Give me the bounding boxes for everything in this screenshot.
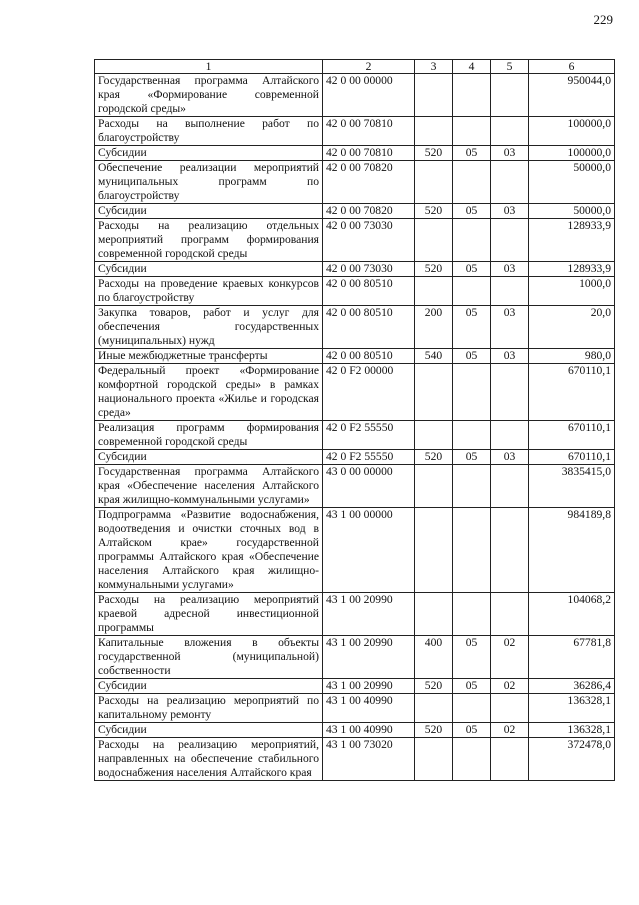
row-subsection-cell: 02 bbox=[491, 679, 529, 694]
row-section-cell bbox=[453, 161, 491, 204]
row-subsection-cell bbox=[491, 593, 529, 636]
row-amount-cell: 128933,9 bbox=[529, 262, 615, 277]
row-amount-cell: 372478,0 bbox=[529, 738, 615, 781]
row-expense-type-cell bbox=[415, 694, 453, 723]
row-amount-cell: 50000,0 bbox=[529, 204, 615, 219]
row-subsection-cell bbox=[491, 161, 529, 204]
row-section-cell: 05 bbox=[453, 679, 491, 694]
row-section-cell bbox=[453, 74, 491, 117]
row-amount-cell: 136328,1 bbox=[529, 694, 615, 723]
row-amount-cell: 1000,0 bbox=[529, 277, 615, 306]
row-section-cell bbox=[453, 219, 491, 262]
row-subsection-cell: 03 bbox=[491, 349, 529, 364]
row-expense-type-cell bbox=[415, 161, 453, 204]
column-header-vr: 3 bbox=[415, 60, 453, 74]
table-body bbox=[95, 74, 615, 781]
row-name-cell: Федеральный проект «Формирование комфортной городской среды» в рамках национального проекта «Жилье и городская среда» bbox=[95, 364, 323, 421]
row-expense-type-cell bbox=[415, 277, 453, 306]
row-subsection-cell bbox=[491, 117, 529, 146]
row-section-cell: 05 bbox=[453, 349, 491, 364]
row-subsection-cell bbox=[491, 421, 529, 450]
row-name-cell: Субсидии bbox=[95, 262, 323, 277]
row-section-cell: 05 bbox=[453, 723, 491, 738]
table-row bbox=[95, 679, 615, 694]
row-name-cell: Субсидии bbox=[95, 450, 323, 465]
row-amount-cell: 100000,0 bbox=[529, 117, 615, 146]
row-section-cell bbox=[453, 277, 491, 306]
table-row bbox=[95, 450, 615, 465]
row-section-cell bbox=[453, 364, 491, 421]
row-section-cell: 05 bbox=[453, 306, 491, 349]
row-expense-type-cell bbox=[415, 738, 453, 781]
row-amount-cell: 950044,0 bbox=[529, 74, 615, 117]
row-subsection-cell bbox=[491, 277, 529, 306]
row-amount-cell: 670110,1 bbox=[529, 450, 615, 465]
row-expense-type-cell bbox=[415, 465, 453, 508]
row-amount-cell: 3835415,0 bbox=[529, 465, 615, 508]
row-code-cell: 43 1 00 40990 bbox=[323, 694, 415, 723]
row-amount-cell: 100000,0 bbox=[529, 146, 615, 161]
row-name-cell: Иные межбюджетные трансферты bbox=[95, 349, 323, 364]
row-amount-cell: 67781,8 bbox=[529, 636, 615, 679]
row-name-cell: Расходы на реализацию мероприятий по капитальному ремонту bbox=[95, 694, 323, 723]
row-name-cell: Расходы на выполнение работ по благоустройству bbox=[95, 117, 323, 146]
row-expense-type-cell: 520 bbox=[415, 262, 453, 277]
row-subsection-cell bbox=[491, 738, 529, 781]
row-section-cell bbox=[453, 465, 491, 508]
row-amount-cell: 980,0 bbox=[529, 349, 615, 364]
row-name-cell: Государственная программа Алтайского края «Обеспечение населения Алтайского края жилищно-коммунальными услугами» bbox=[95, 465, 323, 508]
row-name-cell: Субсидии bbox=[95, 204, 323, 219]
table-row bbox=[95, 146, 615, 161]
row-section-cell: 05 bbox=[453, 636, 491, 679]
table-row bbox=[95, 306, 615, 349]
row-name-cell: Закупка товаров, работ и услуг для обеспечения государственных (муниципальных) нужд bbox=[95, 306, 323, 349]
row-expense-type-cell: 520 bbox=[415, 146, 453, 161]
row-amount-cell: 36286,4 bbox=[529, 679, 615, 694]
row-code-cell: 42 0 00 70820 bbox=[323, 204, 415, 219]
row-code-cell: 42 0 00 80510 bbox=[323, 277, 415, 306]
row-amount-cell: 670110,1 bbox=[529, 421, 615, 450]
table-row bbox=[95, 465, 615, 508]
row-code-cell: 43 1 00 20990 bbox=[323, 593, 415, 636]
row-code-cell: 42 0 00 00000 bbox=[323, 74, 415, 117]
row-name-cell: Расходы на реализацию отдельных мероприятий программ формирования современной городской среды bbox=[95, 219, 323, 262]
row-name-cell: Расходы на реализацию мероприятий, направленных на обеспечение стабильного водоснабжения населения Алтайского края bbox=[95, 738, 323, 781]
row-amount-cell: 104068,2 bbox=[529, 593, 615, 636]
row-section-cell: 05 bbox=[453, 262, 491, 277]
row-subsection-cell: 02 bbox=[491, 723, 529, 738]
row-code-cell: 42 0 00 70810 bbox=[323, 146, 415, 161]
row-expense-type-cell: 400 bbox=[415, 636, 453, 679]
row-section-cell bbox=[453, 117, 491, 146]
table-row bbox=[95, 161, 615, 204]
row-amount-cell: 984189,8 bbox=[529, 508, 615, 593]
row-code-cell: 43 0 00 00000 bbox=[323, 465, 415, 508]
row-subsection-cell: 03 bbox=[491, 450, 529, 465]
row-subsection-cell: 03 bbox=[491, 306, 529, 349]
row-code-cell: 42 0 00 70810 bbox=[323, 117, 415, 146]
row-amount-cell: 670110,1 bbox=[529, 364, 615, 421]
column-header-code: 2 bbox=[323, 60, 415, 74]
row-code-cell: 42 0 F2 00000 bbox=[323, 364, 415, 421]
row-code-cell: 42 0 00 73030 bbox=[323, 219, 415, 262]
table-row bbox=[95, 219, 615, 262]
table-row bbox=[95, 508, 615, 593]
row-expense-type-cell bbox=[415, 74, 453, 117]
row-name-cell: Субсидии bbox=[95, 723, 323, 738]
row-code-cell: 42 0 F2 55550 bbox=[323, 450, 415, 465]
table-row bbox=[95, 694, 615, 723]
row-code-cell: 42 0 00 70820 bbox=[323, 161, 415, 204]
table-row bbox=[95, 262, 615, 277]
table-row bbox=[95, 593, 615, 636]
row-name-cell: Государственная программа Алтайского края «Формирование современной городской среды» bbox=[95, 74, 323, 117]
table-row bbox=[95, 421, 615, 450]
row-expense-type-cell bbox=[415, 593, 453, 636]
row-section-cell bbox=[453, 593, 491, 636]
row-subsection-cell: 03 bbox=[491, 204, 529, 219]
row-code-cell: 42 0 00 80510 bbox=[323, 349, 415, 364]
row-code-cell: 42 0 00 73030 bbox=[323, 262, 415, 277]
header-row bbox=[95, 60, 615, 74]
table-row bbox=[95, 364, 615, 421]
row-code-cell: 42 0 F2 55550 bbox=[323, 421, 415, 450]
table-row bbox=[95, 74, 615, 117]
row-name-cell: Субсидии bbox=[95, 679, 323, 694]
row-subsection-cell bbox=[491, 74, 529, 117]
row-subsection-cell: 03 bbox=[491, 262, 529, 277]
row-code-cell: 43 1 00 40990 bbox=[323, 723, 415, 738]
column-header-amount: 6 bbox=[529, 60, 615, 74]
row-code-cell: 42 0 00 80510 bbox=[323, 306, 415, 349]
row-section-cell: 05 bbox=[453, 146, 491, 161]
row-name-cell: Реализация программ формирования современной городской среды bbox=[95, 421, 323, 450]
row-section-cell: 05 bbox=[453, 204, 491, 219]
row-expense-type-cell bbox=[415, 508, 453, 593]
table-row bbox=[95, 277, 615, 306]
row-section-cell bbox=[453, 421, 491, 450]
row-expense-type-cell bbox=[415, 219, 453, 262]
table-row bbox=[95, 349, 615, 364]
row-expense-type-cell: 520 bbox=[415, 450, 453, 465]
row-name-cell: Подпрограмма «Развитие водоснабжения, водоотведения и очистки сточных вод в Алтайском крае» государственной программы Алтайского края «Обеспечение населения Алтайского края жилищно-коммунальными услугами» bbox=[95, 508, 323, 593]
row-subsection-cell bbox=[491, 694, 529, 723]
row-code-cell: 43 1 00 00000 bbox=[323, 508, 415, 593]
row-expense-type-cell: 520 bbox=[415, 204, 453, 219]
table-header bbox=[95, 60, 615, 74]
row-section-cell bbox=[453, 738, 491, 781]
row-amount-cell: 20,0 bbox=[529, 306, 615, 349]
budget-table bbox=[94, 59, 615, 781]
column-header-name: 1 bbox=[95, 60, 323, 74]
row-name-cell: Субсидии bbox=[95, 146, 323, 161]
table-row bbox=[95, 636, 615, 679]
row-subsection-cell: 03 bbox=[491, 146, 529, 161]
row-subsection-cell bbox=[491, 219, 529, 262]
row-name-cell: Обеспечение реализации мероприятий муниципальных программ по благоустройству bbox=[95, 161, 323, 204]
row-subsection-cell bbox=[491, 465, 529, 508]
row-section-cell bbox=[453, 694, 491, 723]
table-row bbox=[95, 117, 615, 146]
row-amount-cell: 50000,0 bbox=[529, 161, 615, 204]
row-section-cell: 05 bbox=[453, 450, 491, 465]
row-code-cell: 43 1 00 73020 bbox=[323, 738, 415, 781]
row-expense-type-cell bbox=[415, 421, 453, 450]
row-name-cell: Расходы на реализацию мероприятий краевой адресной инвестиционной программы bbox=[95, 593, 323, 636]
page-number: 229 bbox=[593, 12, 613, 27]
row-amount-cell: 128933,9 bbox=[529, 219, 615, 262]
row-name-cell: Капитальные вложения в объекты государственной (муниципальной) собственности bbox=[95, 636, 323, 679]
row-expense-type-cell: 200 bbox=[415, 306, 453, 349]
row-amount-cell: 136328,1 bbox=[529, 723, 615, 738]
row-section-cell bbox=[453, 508, 491, 593]
column-header-pr: 5 bbox=[491, 60, 529, 74]
row-expense-type-cell: 520 bbox=[415, 679, 453, 694]
column-header-rz: 4 bbox=[453, 60, 491, 74]
row-code-cell: 43 1 00 20990 bbox=[323, 636, 415, 679]
row-expense-type-cell bbox=[415, 117, 453, 146]
table-row bbox=[95, 204, 615, 219]
row-expense-type-cell: 540 bbox=[415, 349, 453, 364]
row-expense-type-cell: 520 bbox=[415, 723, 453, 738]
table-row bbox=[95, 738, 615, 781]
row-code-cell: 43 1 00 20990 bbox=[323, 679, 415, 694]
row-expense-type-cell bbox=[415, 364, 453, 421]
row-subsection-cell bbox=[491, 508, 529, 593]
row-subsection-cell: 02 bbox=[491, 636, 529, 679]
row-subsection-cell bbox=[491, 364, 529, 421]
row-name-cell: Расходы на проведение краевых конкурсов по благоустройству bbox=[95, 277, 323, 306]
table-row bbox=[95, 723, 615, 738]
